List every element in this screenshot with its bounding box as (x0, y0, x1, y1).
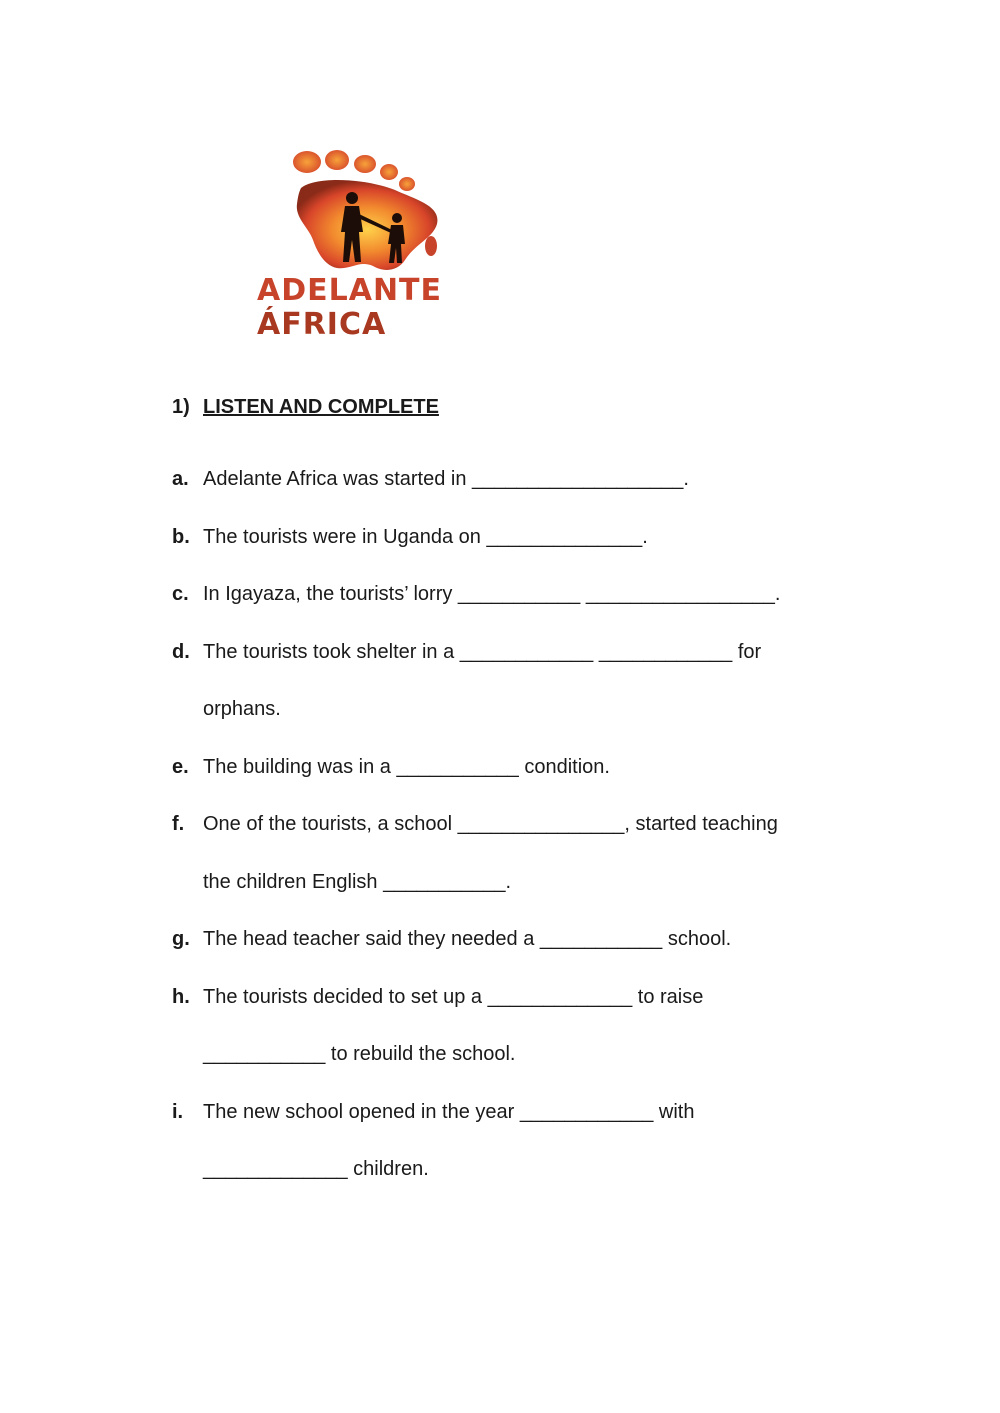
question-text (203, 796, 778, 911)
logo-text-adelante: ADELANTE (257, 273, 443, 308)
question-line: The building was in a ___________ condition. (203, 755, 610, 778)
question-item (172, 1084, 872, 1199)
question-text (203, 566, 780, 624)
question-item (172, 739, 872, 797)
question-letter: h. (172, 985, 190, 1008)
exercise-heading (172, 396, 872, 426)
question-line: The new school opened in the year ____________ with (203, 1100, 695, 1123)
question-line: _____________ children. (203, 1158, 429, 1180)
worksheet (172, 396, 872, 1199)
question-line: One of the tourists, a school _______________, started teaching (203, 813, 778, 835)
question-letter: f. (172, 813, 185, 835)
logo-text-africa: ÁFRICA (257, 307, 387, 342)
question-letter: c. (172, 583, 189, 605)
question-line: the children English ___________. (203, 870, 512, 893)
exercise-title: LISTEN AND COMPLETE (203, 396, 439, 418)
question-item (172, 796, 872, 911)
adelante-africa-logo (255, 148, 485, 348)
question-item (172, 624, 872, 739)
question-line: Adelante Africa was started in ___________________. (203, 468, 689, 490)
question-line: The tourists took shelter in a ____________ ____________ for (203, 640, 762, 663)
question-item (172, 911, 872, 969)
question-line: The head teacher said they needed a ___________ school. (203, 928, 732, 950)
question-item (172, 451, 872, 509)
question-text (203, 739, 610, 797)
question-line: orphans. (203, 698, 281, 720)
question-letter: i. (172, 1100, 184, 1123)
question-item (172, 969, 872, 1084)
question-text (203, 509, 648, 567)
question-item (172, 509, 872, 567)
question-item (172, 566, 872, 624)
question-list (172, 451, 872, 1199)
question-text (203, 624, 761, 739)
question-letter: b. (172, 525, 190, 548)
question-line: The tourists decided to set up a _____________ to raise (203, 985, 704, 1008)
question-text (203, 969, 703, 1084)
question-line: The tourists were in Uganda on ______________. (203, 525, 648, 548)
exercise-number: 1) (172, 396, 190, 418)
question-letter: a. (172, 468, 189, 490)
question-text (203, 451, 689, 509)
question-letter: d. (172, 640, 190, 663)
question-text (203, 1084, 694, 1199)
question-letter: g. (172, 928, 190, 950)
footprint-africa-icon (255, 148, 485, 273)
question-line: In Igayaza, the tourists’ lorry ___________ _________________. (203, 583, 781, 605)
question-text (203, 911, 731, 969)
question-line: ___________ to rebuild the school. (203, 1043, 516, 1065)
question-letter: e. (172, 755, 189, 778)
